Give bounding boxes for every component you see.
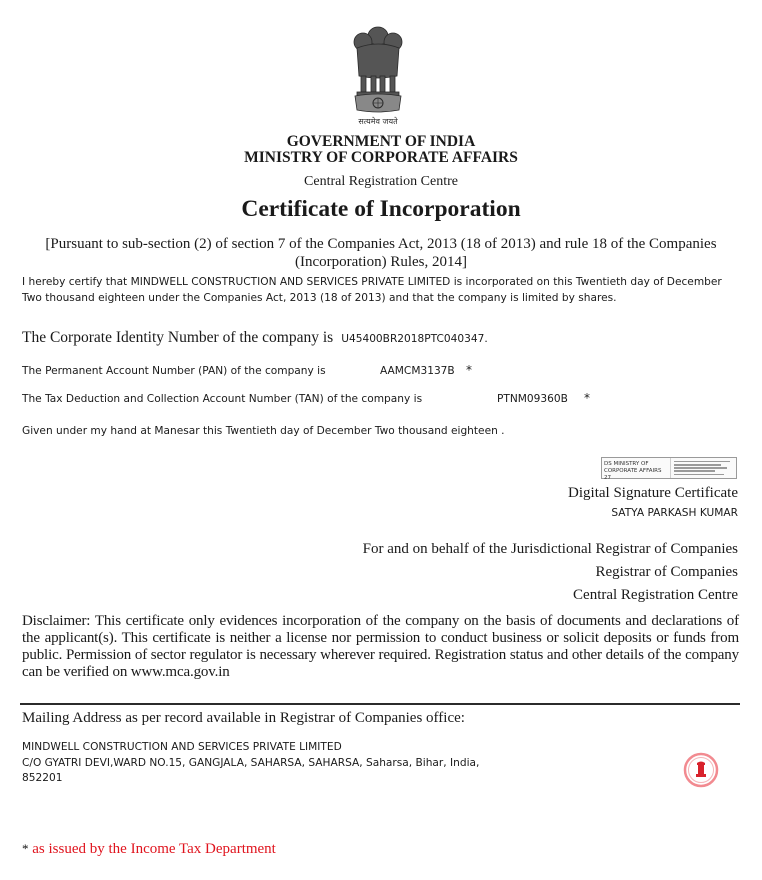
- cin-row: [22, 329, 488, 347]
- signer-name: SATYA PARKASH KUMAR: [611, 507, 738, 519]
- pan-value: AAMCM3137B: [380, 365, 455, 377]
- mailing-address: [22, 740, 479, 787]
- given-under-hand: Given under my hand at Manesar this Twentieth day of December Two thousand eighteen .: [22, 425, 505, 437]
- behalf-line: For and on behalf of the Jurisdictional Registrar of Companies: [362, 541, 738, 557]
- cin-value: U45400BR2018PTC040347.: [341, 333, 488, 345]
- address-pincode: 852201: [22, 772, 63, 784]
- tan-asterisk: *: [584, 391, 590, 405]
- legal-basis: [30, 235, 732, 271]
- tan-value: PTNM09360B: [497, 393, 568, 405]
- mailing-address-label: Mailing Address as per record available in Registrar of Companies office:: [22, 710, 465, 726]
- disclaimer: Disclaimer: This certificate only evidences incorporation of the company on the basis of documents and declarations of the applicant(s). This certificate is neither a license nor permission to conduct business or solicit deposits or funds from public. Permission of sector regulator is necessary wherever required. Registration status and other details of the company can be verified on www.mca.gov.in: [22, 613, 739, 680]
- footnote-asterisk: *: [22, 841, 29, 856]
- national-emblem: [343, 18, 413, 128]
- registrar-title: Registrar of Companies: [595, 564, 738, 580]
- cin-label: The Corporate Identity Number of the company is: [22, 329, 334, 346]
- footnote: [22, 841, 276, 858]
- emblem-motto: सत्यमेव जयते: [358, 117, 398, 126]
- document-title: Certificate of Incorporation: [241, 196, 521, 222]
- pan-asterisk: *: [466, 363, 472, 377]
- address-company-name: MINDWELL CONSTRUCTION AND SERVICES PRIVATE LIMITED: [22, 741, 342, 753]
- registration-centre-footer: Central Registration Centre: [573, 587, 738, 603]
- pan-label: The Permanent Account Number (PAN) of the company is: [22, 365, 326, 377]
- signature-stamp-details: [670, 458, 736, 478]
- legal-basis-line-2: (Incorporation) Rules, 2014]: [294, 254, 468, 270]
- tan-label: The Tax Deduction and Collection Account Number (TAN) of the company is: [22, 393, 423, 405]
- lion-capital-icon: [343, 18, 413, 128]
- signature-stamp-text: DS MINISTRY OF CORPORATE AFFAIRS 27: [604, 461, 662, 481]
- footnote-text: as issued by the Income Tax Department: [32, 841, 276, 857]
- issuing-authority: [0, 134, 762, 166]
- official-seal-icon: [681, 752, 721, 788]
- section-divider: [20, 703, 740, 705]
- ministry-heading: MINISTRY OF CORPORATE AFFAIRS: [244, 149, 518, 166]
- dsc-label: Digital Signature Certificate: [568, 485, 738, 501]
- registration-centre: Central Registration Centre: [304, 174, 458, 189]
- mca-seal: [681, 752, 721, 788]
- government-heading: GOVERNMENT OF INDIA: [286, 133, 476, 150]
- certification-statement: I hereby certify that MINDWELL CONSTRUCTION AND SERVICES PRIVATE LIMITED is incorporated on this Twentieth day of December Two thousand eighteen under the Companies Act, 2013 (18 of 2013) and that the company is limited by shares.: [22, 276, 722, 304]
- address-line: C/O GYATRI DEVI,WARD NO.15, GANGJALA, SAHARSA, SAHARSA, Saharsa, Bihar, India,: [22, 756, 480, 769]
- legal-basis-line-1: [Pursuant to sub-section (2) of section 7 of the Companies Act, 2013 (18 of 2013) and rule 18 of the Companies: [45, 236, 717, 252]
- digital-signature-stamp[interactable]: [601, 457, 737, 479]
